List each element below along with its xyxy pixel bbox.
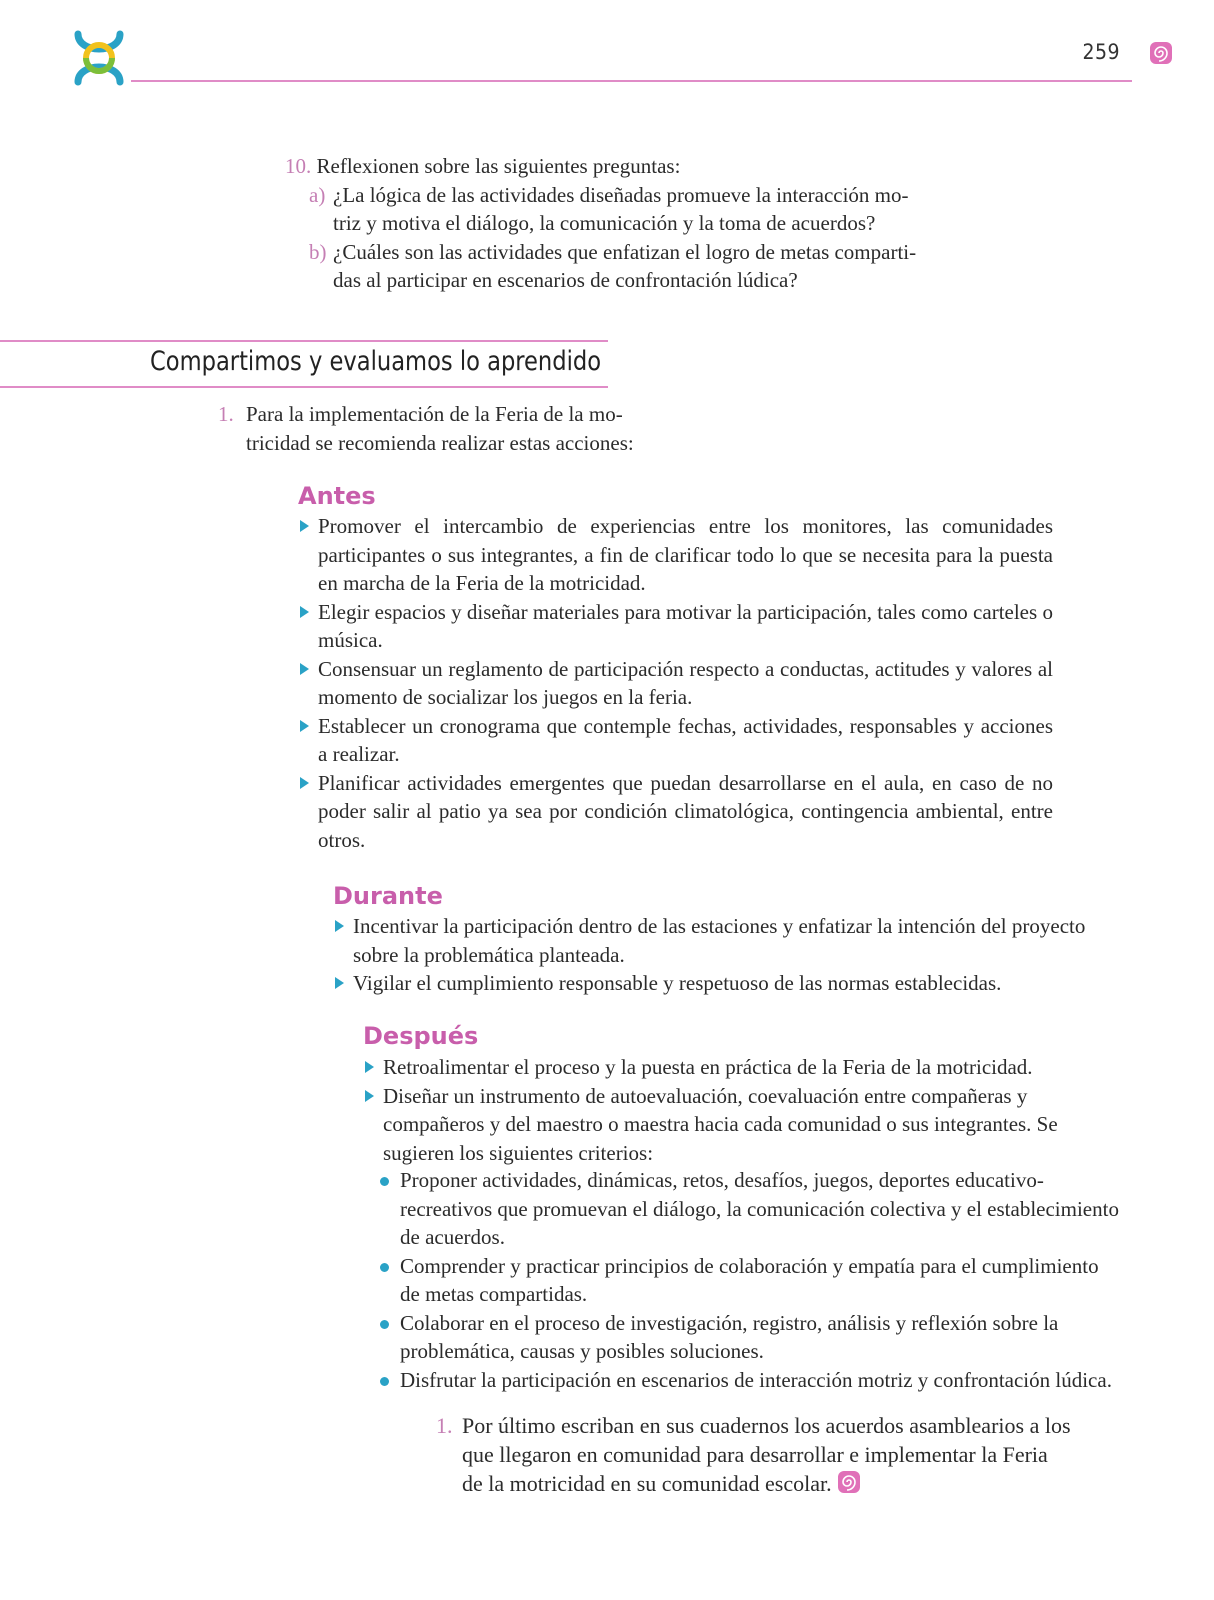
- final-line: que llegaron en comunidad para desarrollar e implementar la Feria: [462, 1441, 1048, 1467]
- triangle-bullet-icon: [335, 920, 344, 932]
- triangle-bullet-icon: [300, 520, 309, 532]
- item-line: tricidad se recomienda realizar estas acciones:: [246, 430, 634, 455]
- subheading-despues: Después: [363, 1022, 479, 1050]
- list-item: Planificar actividades emergentes que puedan desarrollarse en el aula, en caso de no poder salir al patio ya sea por condición climatológica, contingencia ambiental, entre otros.: [298, 769, 1053, 855]
- section-title: Compartimos y evaluamos lo aprendido: [150, 346, 602, 377]
- criteria-list: [380, 1166, 1120, 1394]
- page-number: 259: [1082, 40, 1120, 64]
- triangle-bullet-icon: [300, 663, 309, 675]
- list-item: Incentivar la participación dentro de las estaciones y enfatizar la intención del proyecto sobre la problemática planteada.: [333, 912, 1133, 969]
- antes-list: [298, 512, 1053, 854]
- triangle-bullet-icon: [300, 720, 309, 732]
- question-line: ¿La lógica de las actividades diseñadas promueve la interacción mo-: [333, 182, 909, 207]
- dot-bullet-icon: [380, 1320, 389, 1329]
- question-label: a): [309, 182, 326, 207]
- final-item: [436, 1412, 1136, 1499]
- section-rule-bottom: [0, 386, 608, 388]
- dot-bullet-icon: [380, 1377, 389, 1386]
- triangle-bullet-icon: [300, 606, 309, 618]
- section-heading-bar: [0, 340, 608, 388]
- list-item: Vigilar el cumplimiento responsable y respetuoso de las normas establecidas.: [333, 969, 1133, 998]
- reflection-block: [285, 152, 985, 295]
- pink-spiral-ornament-icon: [1148, 40, 1174, 66]
- triangle-bullet-icon: [300, 777, 309, 789]
- dot-bullet-icon: [380, 1263, 389, 1272]
- final-line-end: de la motricidad en su comunidad escolar.: [462, 1469, 1136, 1499]
- header-rule: [131, 80, 1132, 82]
- list-item: Consensuar un reglamento de participación respecto a conductas, actitudes y valores al momento de socializar los juegos en la feria.: [298, 655, 1053, 712]
- item-number: 10.: [285, 154, 312, 178]
- criteria-item: Colaborar en el proceso de investigación, registro, análisis y reflexión sobre la problemática, causas y posibles soluciones.: [380, 1309, 1120, 1366]
- intertwined-rings-logo-icon: [72, 30, 126, 86]
- criteria-item: Disfrutar la participación en escenarios de interacción motriz y confrontación lúdica.: [380, 1366, 1120, 1395]
- pink-spiral-ornament-icon: [836, 1469, 862, 1495]
- list-item: Diseñar un instrumento de autoevaluación, coevaluación entre compañeras y compañeros y del maestro o maestra hacia cada comunidad o sus integrantes. Se sugieren los siguientes criterios:: [363, 1082, 1123, 1168]
- subheading-antes: Antes: [298, 482, 376, 510]
- despues-list: [363, 1053, 1123, 1167]
- triangle-bullet-icon: [335, 977, 344, 989]
- reflection-text: Reflexionen sobre las siguientes preguntas:: [316, 154, 681, 178]
- list-item: Promover el intercambio de experiencias entre los monitores, las comunidades participantes o sus integrantes, a fin de clarificar todo lo que se necesita para la puesta en marcha de la Feria de la motricidad.: [298, 512, 1053, 598]
- question-label: b): [309, 239, 327, 264]
- section-item-1: [218, 400, 678, 457]
- section-rule-top: [0, 340, 608, 342]
- triangle-bullet-icon: [365, 1061, 374, 1073]
- subheading-durante: Durante: [333, 882, 443, 910]
- question-line: triz y motiva el diálogo, la comunicación y la toma de acuerdos?: [333, 211, 876, 235]
- item-number: 1.: [436, 1413, 453, 1438]
- question-b: [285, 238, 985, 295]
- criteria-item: Comprender y practicar principios de colaboración y empatía para el cumplimiento de metas compartidas.: [380, 1252, 1120, 1309]
- list-item: Retroalimentar el proceso y la puesta en práctica de la Feria de la motricidad.: [363, 1053, 1123, 1082]
- dot-bullet-icon: [380, 1177, 389, 1186]
- question-line: das al participar en escenarios de confrontación lúdica?: [333, 268, 798, 292]
- reflection-item: [285, 152, 985, 181]
- item-line: Para la implementación de la Feria de la mo-: [246, 402, 623, 426]
- question-line: ¿Cuáles son las actividades que enfatizan el logro de metas comparti-: [333, 239, 917, 264]
- question-a: [285, 181, 985, 238]
- triangle-bullet-icon: [365, 1090, 374, 1102]
- list-item: Establecer un cronograma que contemple fechas, actividades, responsables y acciones a realizar.: [298, 712, 1053, 769]
- item-number: 1.: [218, 402, 234, 426]
- final-line: Por último escriban en sus cuadernos los acuerdos asamblearios a los: [462, 1413, 1071, 1438]
- durante-list: [333, 912, 1133, 998]
- criteria-item: Proponer actividades, dinámicas, retos, desafíos, juegos, deportes educativo-recreativos que promuevan el diálogo, la comunicación colectiva y el establecimiento de acuerdos.: [380, 1166, 1120, 1252]
- list-item: Elegir espacios y diseñar materiales para motivar la participación, tales como carteles o música.: [298, 598, 1053, 655]
